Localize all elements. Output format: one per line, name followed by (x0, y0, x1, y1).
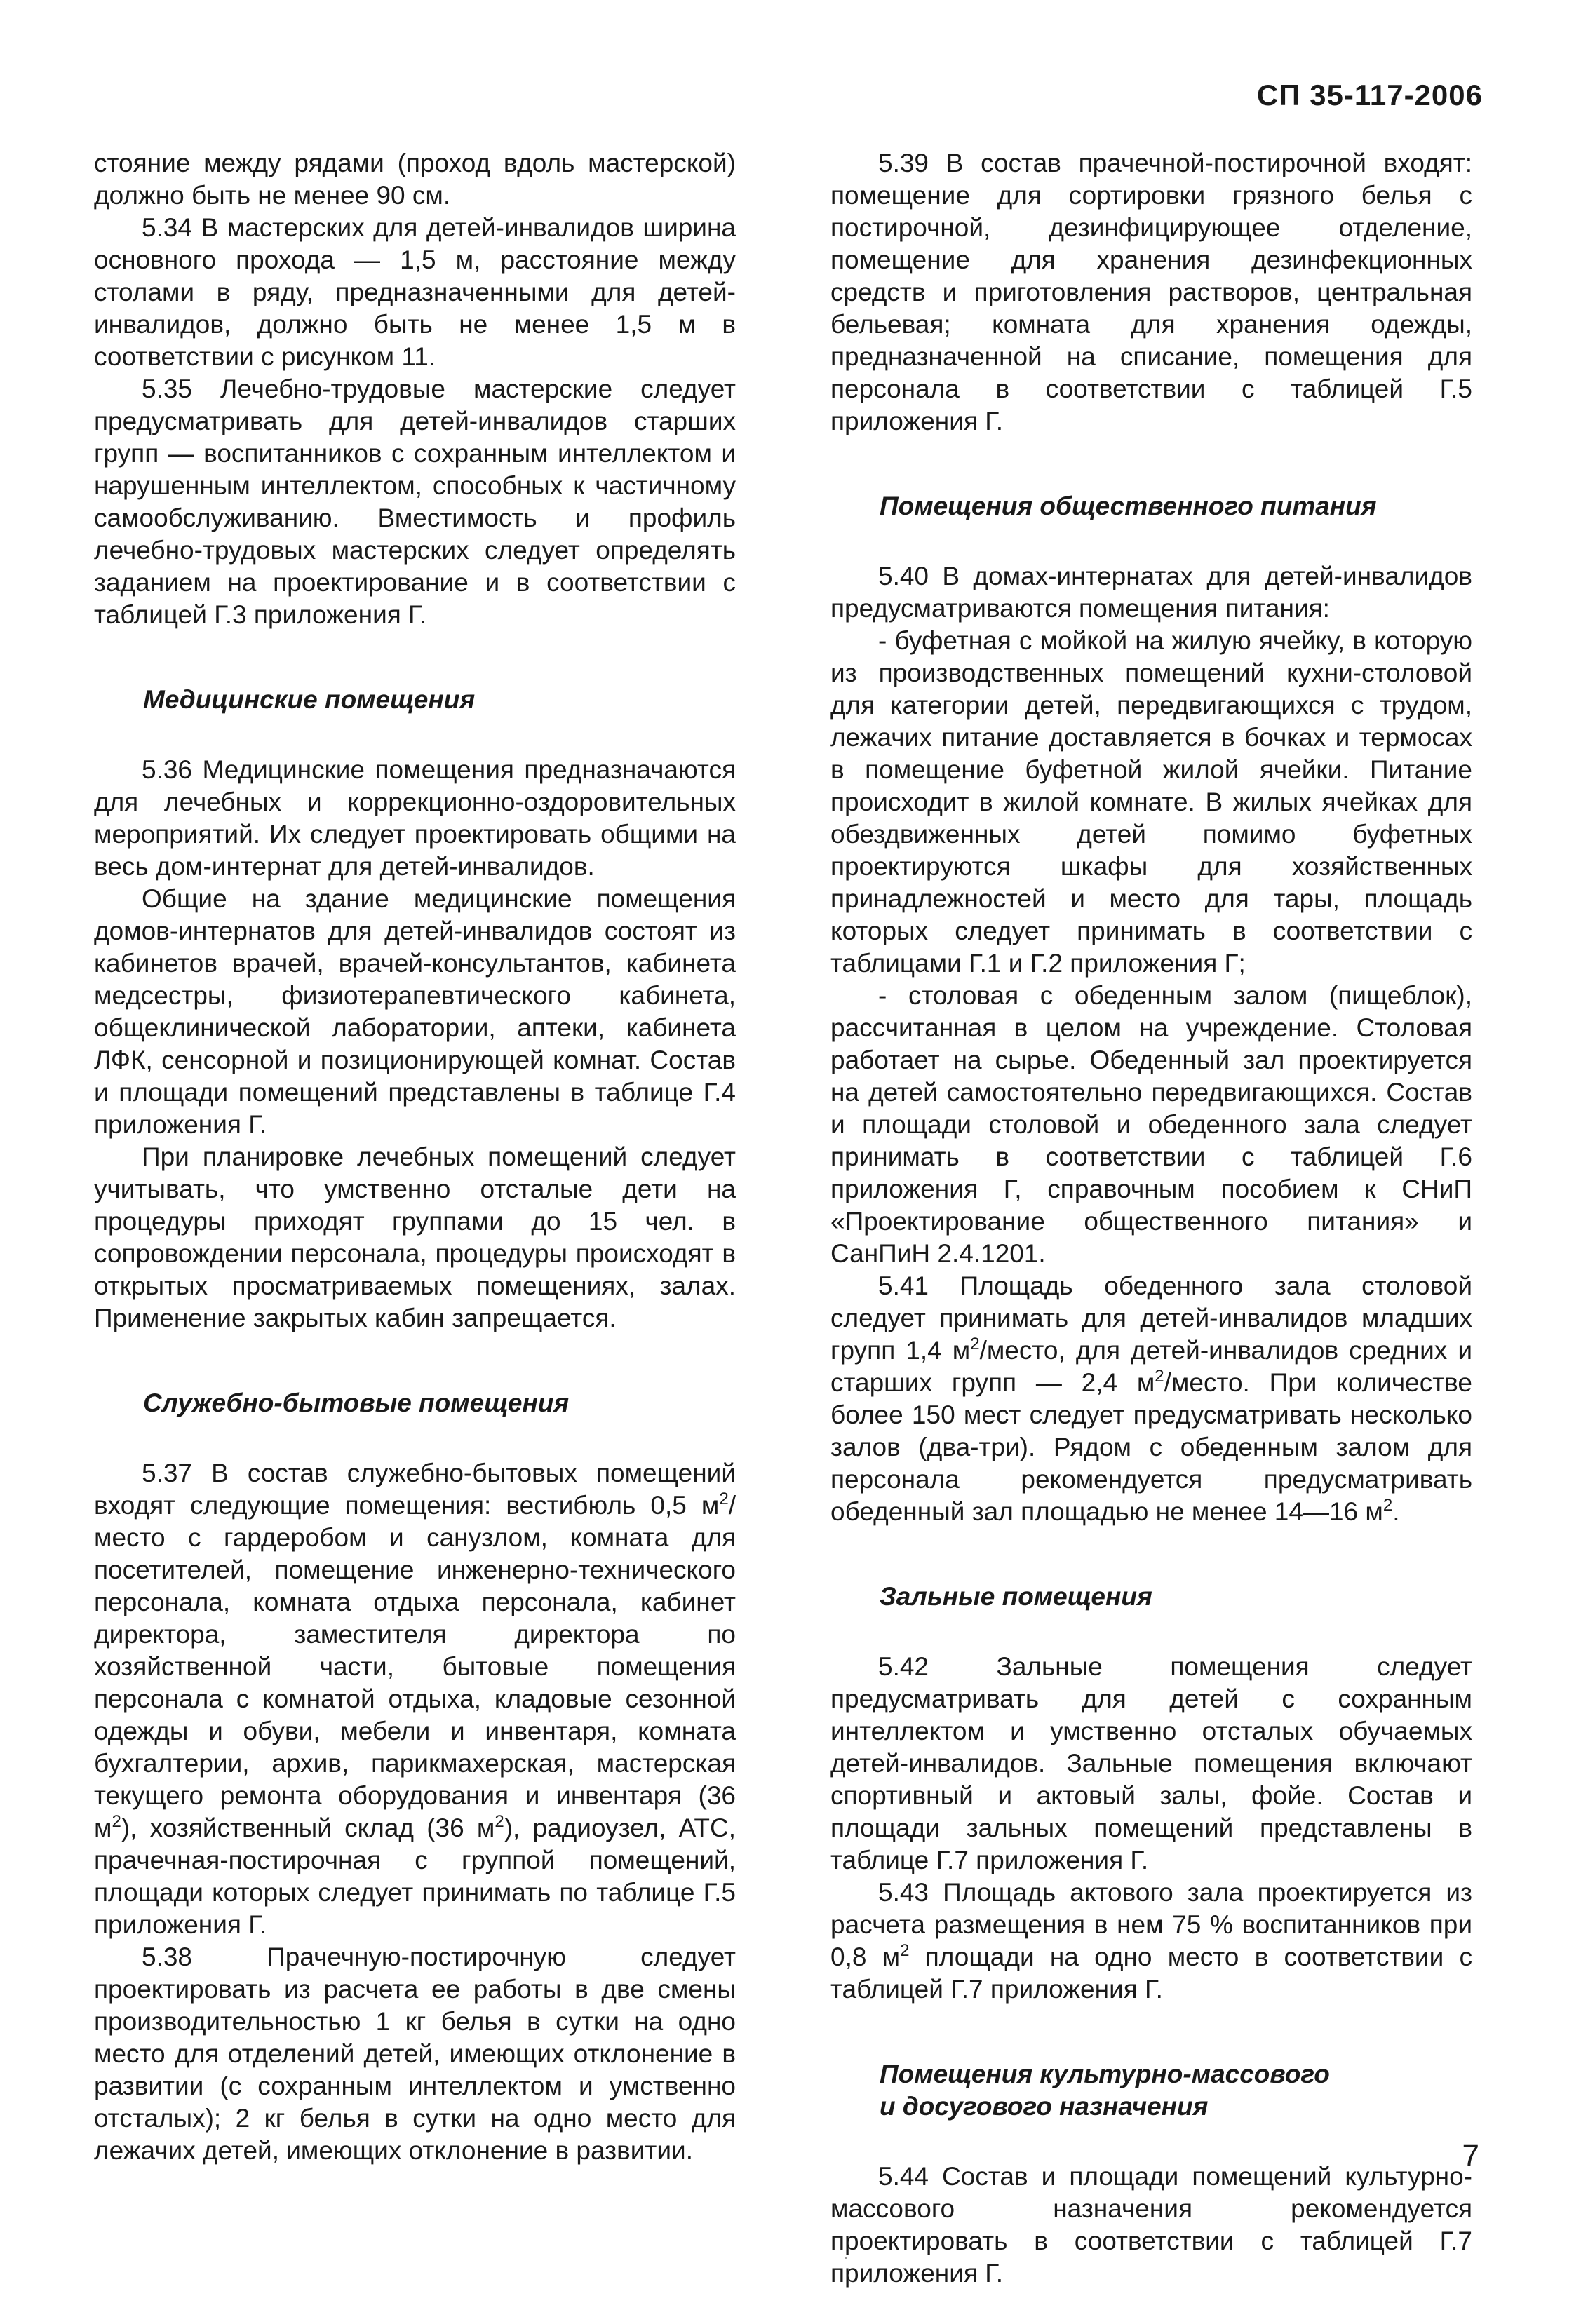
text-run: ), хозяйственный склад (36 м (121, 1813, 495, 1842)
paragraph-5-44: 5.44 Состав и площади помещений культурно-массового назначения рекомендуется проектировать в соответствии с таблицей Г.7 приложения Г. (830, 2162, 1472, 2288)
text-run: 5.41 Площадь обеденного зала столовой следует принимать для детей-инвалидов младших групп 1,4 м (830, 1271, 1472, 1365)
text-run: ), радиоузел, АТС, прачечная-постирочная с группой помещений, площади которых следует принимать по таблице Г.5 приложения Г. (94, 1813, 736, 1939)
paragraph-5-36: 5.36 Медицинские помещения предназначаются для лечебных и коррекционно-оздоровительных мероприятий. Их следует проектировать общими на весь дом-интернат для детей-инвалидов. (94, 755, 736, 881)
paragraph-5-41 (830, 1270, 1472, 1528)
text-run: площади на одно место в соответствии с таблицей Г.7 приложения Г. (830, 1943, 1472, 2004)
document-code-header: СП 35-117-2006 (1256, 79, 1483, 112)
paragraph-continuation: стояние между рядами (проход вдоль мастерской) должно быть не менее 90 см. (94, 149, 736, 210)
left-column (94, 147, 736, 2167)
right-column (830, 147, 1472, 2290)
list-item-buffet: - буфетная с мойкой на жилую ячейку, в которую из производственных помещений кухни-столовой для категории детей, передвигающихся с трудом, лежачих питание доставляется в бочках и термосах в помещение буфетной жилой ячейки. Питание происходит в жилой комнате. В жилых ячейках для обездвиженных детей помимо буфетных проектируются шкафы для хозяйственных принадлежностей и место для тары, площадь которых следует принимать в соответствии с таблицами Г.1 и Г.2 приложения Г; (830, 626, 1472, 978)
paragraph-5-39: 5.39 В состав прачечной-постирочной входят: помещение для сортировки грязного белья с постирочной, дезинфицирующее отделение, помещение для хранения дезинфекционных средств и приготовления растворов, центральная бельевая; комната для хранения одежды, предназначенной на списание, помещения для персонала в соответствии с таблицей Г.5 приложения Г. (830, 149, 1472, 435)
superscript: 2 (719, 1489, 729, 1508)
superscript: 2 (1382, 1496, 1393, 1515)
section-heading-service: Служебно-бытовые помещения (143, 1389, 570, 1417)
paragraph-5-34: 5.34 В мастерских для детей-инвалидов ширина основного прохода — 1,5 м, расстояние между столами в ряду, предназначенными для детей-инвалидов, должно быть не менее 1,5 м в соответствии с рисунком 11. (94, 213, 736, 371)
paragraph-5-38: 5.38 Прачечную-постирочную следует проектировать из расчета ее работы в две смены производительностью 1 кг белья в сутки на одно место для отделений детей, имеющих отклонение в развитии (с сохранным интеллектом и умственно отсталых); 2 кг белья в сутки на одно место для лежачих детей, имеющих отклонение в развитии. (94, 1943, 736, 2165)
paragraph-5-37 (94, 1457, 736, 1941)
text-run: /место, для детей-инвалидов средних и старших групп — 2,4 м (830, 1336, 1472, 1397)
paragraph-5-40: 5.40 В домах-интернатах для детей-инвалидов предусматриваются помещения питания: (830, 562, 1472, 623)
section-heading-cultural (830, 2058, 1472, 2123)
paragraph-5-36-general: Общие на здание медицинские помещения домов-интернатов для детей-инвалидов состоят из кабинетов врачей, врачей-консультантов, кабинета медсестры, физиотерапевтического кабинета, общеклинической лаборатории, аптеки, кабинета ЛФК, сенсорной и позиционирующей комнат. Состав и площади помещений представлены в таблице Г.4 приложения Г. (94, 884, 736, 1139)
paragraph-5-36-planning: При планировке лечебных помещений следует учитывать, что умственно отсталые дети на процедуры приходят группами до 15 чел. в сопровождении персонала, процедуры происходят в открытых просматриваемых помещениях, залах. Применение закрытых кабин запрещается. (94, 1142, 736, 1332)
paragraph-5-35: 5.35 Лечебно-трудовые мастерские следует предусматривать для детей-инвалидов старших групп — воспитанников с сохранным интеллектом и нарушенным интеллектом, способных к частичному самообслуживанию. Вместимость и профиль лечебно-трудовых мастерских следует определять заданием на проектирование и в соответствии с таблицей Г.3 приложения Г. (94, 374, 736, 629)
superscript: 2 (495, 1812, 504, 1831)
text-run: 5.43 Площадь актового зала проектируется из расчета размещения в нем 75 % воспитанников при 0,8 м (830, 1878, 1472, 1971)
paragraph-5-42: 5.42 Зальные помещения следует предусматривать для детей с сохранным интеллектом и умственно отсталых обучаемых детей-инвалидов. Зальные помещения включают спортивный и актовый залы, фойе. Состав и площади зальных помещений представлены в таблице Г.7 приложения Г. (830, 1652, 1472, 1874)
scan-artifact (845, 2257, 847, 2259)
section-heading-halls: Зальные помещения (880, 1582, 1152, 1611)
text-run: /место с гардеробом и санузлом, комната для посетителей, помещение инженерно-технического персонала, комната отдыха персонала, кабинет директора, заместителя директора по хозяйственной части, бытовые помещения персонала с комнатой отдыха, кладовые сезонной одежды и обуви, мебели и инвентаря, комната бухгалтерии, архив, парикмахерская, мастерская текущего ремонта оборудования и инвентаря (36 м (94, 1491, 736, 1842)
heading-line: и досугового назначения (880, 2092, 1209, 2121)
superscript: 2 (112, 1812, 121, 1831)
text-run: . (1392, 1497, 1400, 1526)
section-heading-medical: Медицинские помещения (143, 685, 476, 714)
superscript: 2 (1155, 1367, 1164, 1386)
paragraph-5-43 (830, 1877, 1472, 2006)
superscript: 2 (970, 1335, 980, 1353)
text-run: 5.37 В состав служебно-бытовых помещений входят следующие помещения: вестибюль 0,5 м (94, 1459, 736, 1520)
heading-line: Помещения культурно-массового (880, 2060, 1330, 2088)
text-run: /место. При количестве более 150 мест следует предусматривать несколько залов (два-три). Рядом с обеденным залом для персонала рекомендуется предусматривать обеденный зал площадью не менее 14—16 м (830, 1368, 1472, 1526)
list-item-canteen: - столовая с обеденным залом (пищеблок), рассчитанная в целом на учреждение. Столовая работает на сырье. Обеденный зал проектируется на детей самостоятельно передвигающихся. Состав и площади столовой и обеденного зала следует принимать в соответствии с таблицей Г.6 приложения Г, справочным пособием к СНиП «Проектирование общественного питания» и СанПиН 2.4.1201. (830, 981, 1472, 1268)
superscript: 2 (900, 1941, 910, 1960)
section-heading-catering: Помещения общественного питания (880, 492, 1377, 520)
page-number: 7 (1462, 2139, 1479, 2173)
